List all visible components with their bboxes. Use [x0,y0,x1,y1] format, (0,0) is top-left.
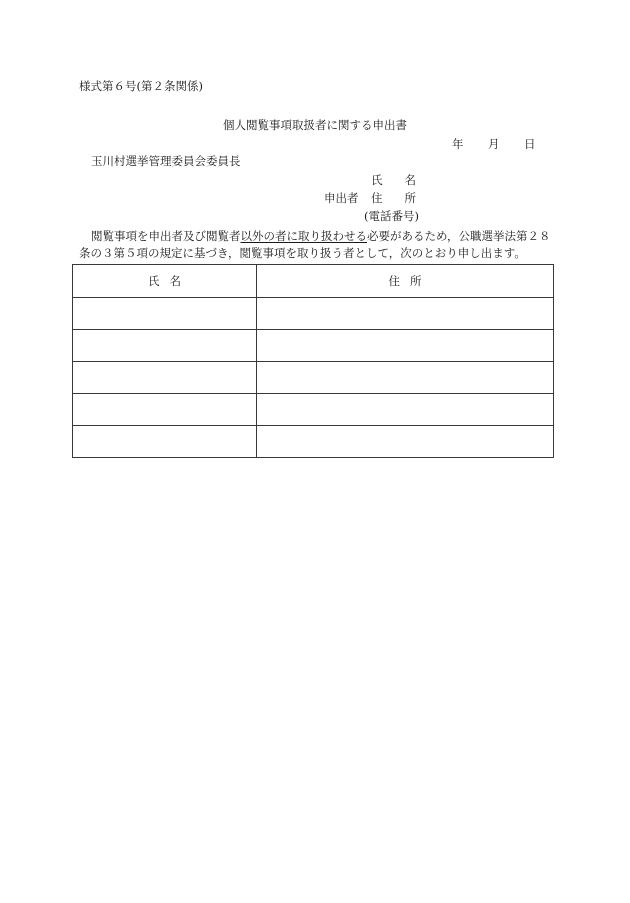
date-year-label: 年 [452,137,464,151]
body-underlined-1: 以外の者に [240,229,298,243]
date-row [452,139,536,151]
cell-address[interactable] [257,362,554,394]
address-label-char-2: 所 [404,191,416,205]
header-address: 住 所 [257,265,554,298]
cell-address[interactable] [257,298,554,330]
applicant-label: 申出者 [324,191,359,205]
cell-name[interactable] [73,298,257,330]
cell-name[interactable] [73,362,257,394]
table-row [73,298,554,330]
date-day-label: 日 [524,137,536,151]
table-row [73,394,554,426]
body-text-1: 閲覧事項を申出者及び閲覧者 [91,229,241,243]
table-row [73,426,554,458]
cell-address[interactable] [257,394,554,426]
handler-table [72,264,554,458]
cell-address[interactable] [257,426,554,458]
form-number: 様式第６号(第２条関係) [79,79,203,93]
applicant-address-label [371,193,416,205]
applicant-name-label [371,175,416,187]
date-month-label: 月 [488,137,500,151]
cell-name[interactable] [73,330,257,362]
header-name: 氏 名 [73,265,257,298]
table-row [73,362,554,394]
applicant-phone-label: (電話番号) [364,209,419,223]
body-paragraph [79,228,554,262]
name-label-char-2: 名 [404,173,416,187]
document-title: 個人閲覧事項取扱者に関する申出書 [223,118,407,132]
table-row [73,330,554,362]
cell-name[interactable] [73,394,257,426]
cell-name[interactable] [73,426,257,458]
table-header-row [73,265,554,298]
name-label-char-1: 氏 [371,173,383,187]
body-text-3: 必要があるため，公職選挙法第２８条の３第５項の規定に基づき，閲覧事項を取り扱う者として，次のとおり申し出ます。 [79,229,551,260]
cell-address[interactable] [257,330,554,362]
addressee: 玉川村選挙管理委員会委員長 [91,154,241,168]
address-label-char-1: 住 [371,191,383,205]
body-underlined-2: 取り扱わせる [298,229,367,243]
